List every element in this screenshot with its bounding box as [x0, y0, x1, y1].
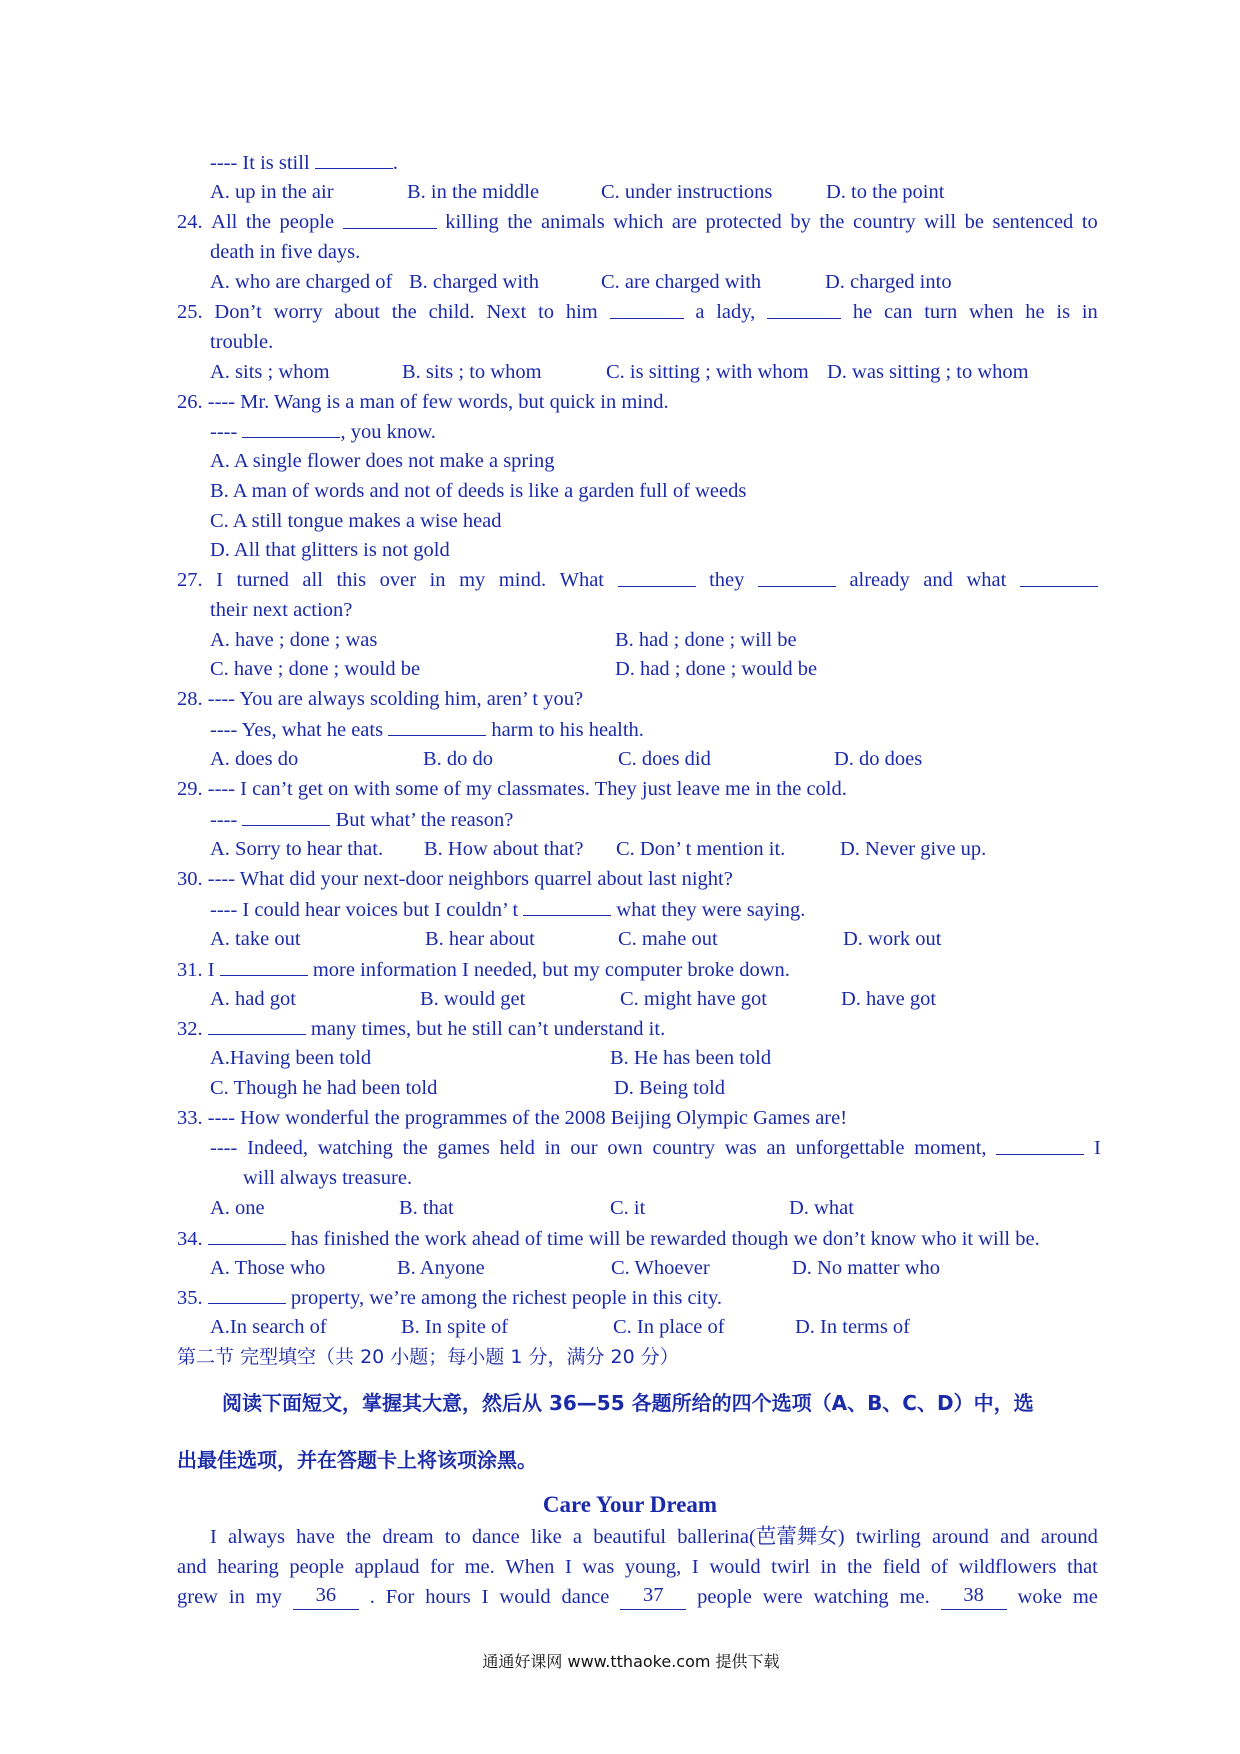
word: woke [1017, 1586, 1062, 1608]
passage-title: Care Your Dream [542, 1492, 718, 1517]
word: the [847, 1556, 873, 1578]
word: I [1094, 1137, 1101, 1159]
word: 24. [177, 211, 203, 233]
option-a: A. sits ; whom [210, 361, 330, 383]
word: over [379, 569, 417, 591]
word: dance [471, 1526, 520, 1548]
option-c: C. it [610, 1197, 646, 1219]
word: around [931, 1526, 989, 1548]
word: hearing [217, 1556, 279, 1578]
word: ballerina(芭蕾舞女) [677, 1526, 845, 1548]
word: in [1081, 301, 1098, 323]
answer-blank [610, 299, 684, 319]
word: will [924, 211, 957, 233]
word: All [211, 211, 238, 233]
answer-blank [242, 806, 330, 826]
word: were [762, 1586, 803, 1608]
q33-response-cont: will always treasure. [243, 1167, 413, 1189]
word: country [652, 1137, 716, 1159]
word: applaud [354, 1556, 420, 1578]
q25-stem-cont: trouble. [210, 331, 274, 353]
q28-response: ---- Yes, what he eats harm to his health. [210, 716, 644, 743]
word: people [279, 211, 335, 233]
option-b: B. Anyone [397, 1257, 485, 1279]
option-b: B. that [399, 1197, 454, 1219]
option-c: C. have ; done ; would be [210, 658, 421, 680]
word: twirling [855, 1526, 921, 1548]
word: would [709, 1556, 761, 1578]
word: worry [273, 301, 323, 323]
answer-blank [242, 418, 340, 438]
word: always [228, 1526, 285, 1548]
word: like [530, 1526, 562, 1548]
option-c: C. does did [618, 748, 711, 770]
q27-stem [177, 567, 1098, 593]
word: young, [624, 1556, 682, 1578]
q24-stem [177, 209, 1098, 235]
option-d: D. charged into [825, 271, 952, 293]
word: be [964, 211, 984, 233]
option-d: D. was sitting ; to whom [827, 361, 1029, 383]
word: people [697, 1586, 752, 1608]
word: in [429, 569, 446, 591]
word: watching [813, 1586, 889, 1608]
word: own [607, 1137, 643, 1159]
answer-blank [388, 716, 486, 736]
word: in [544, 1137, 561, 1159]
word: are [671, 211, 697, 233]
word: already [849, 569, 910, 591]
word: hours [425, 1586, 471, 1608]
word: my [459, 569, 486, 591]
word: I [216, 569, 223, 591]
q26-stem: 26. ---- Mr. Wang is a man of few words, but quick in mind. [177, 391, 669, 413]
answer-blank [208, 1284, 286, 1304]
word: held [499, 1137, 535, 1159]
word: in [820, 1556, 837, 1578]
option-c: C. Though he had been told [210, 1077, 438, 1099]
option-b: B. He has been told [610, 1047, 772, 1069]
word: mind. [498, 569, 547, 591]
option-b: B. do do [423, 748, 494, 770]
passage-line-3 [177, 1584, 1098, 1610]
q25-stem [177, 299, 1098, 325]
word: to [1081, 211, 1098, 233]
word: When [505, 1556, 555, 1578]
word: games [437, 1137, 490, 1159]
option-b: B. sits ; to whom [402, 361, 542, 383]
word: the [245, 211, 271, 233]
q26-response: ---- , you know. [210, 418, 436, 445]
option-c: C. In place of [613, 1316, 725, 1338]
option-b: B. In spite of [401, 1316, 509, 1338]
option-d: D. No matter who [792, 1257, 941, 1279]
word: field [882, 1556, 921, 1578]
q30-stem: 30. ---- What did your next-door neighbors quarrel about last night? [177, 868, 733, 890]
word: my [255, 1586, 282, 1608]
word: in [228, 1586, 245, 1608]
word: was [582, 1556, 615, 1578]
word: a [572, 1526, 582, 1548]
q28-stem: 28. ---- You are always scolding him, aren’ t you? [177, 688, 584, 710]
word: Indeed, [247, 1137, 308, 1159]
word: the [402, 1137, 428, 1159]
word: and [1000, 1526, 1030, 1548]
word: which [613, 211, 664, 233]
footer-credit: 通通好课网 www.tthaoke.com 提供下载 [482, 1652, 780, 1671]
word: is [1056, 301, 1071, 323]
word: 25. [177, 301, 203, 323]
q32-stem: 32. many times, but he still can’t understand it. [177, 1015, 665, 1042]
word: by [790, 211, 811, 233]
word: they [709, 569, 745, 591]
option-b: B. How about that? [424, 838, 584, 860]
option-b: B. had ; done ; will be [615, 629, 797, 651]
word: have [296, 1526, 335, 1548]
word: I [691, 1556, 699, 1578]
word: he [852, 301, 873, 323]
option-d: D. All that glitters is not gold [210, 539, 450, 561]
option-c: C. Don’ t mention it. [616, 838, 786, 860]
word: an [766, 1137, 786, 1159]
answer-blank [1020, 567, 1098, 587]
option-d: D. Being told [614, 1077, 726, 1099]
word: For [385, 1586, 415, 1608]
option-c: C. mahe out [618, 928, 718, 950]
word: killing [445, 211, 499, 233]
section-instruction: 阅读下面短文，掌握其大意，然后从 36—55 各题所给的四个选项（A、B、C、D）中，选 [222, 1391, 1034, 1415]
word: ---- [210, 1137, 238, 1159]
word: unforgettable [795, 1137, 905, 1159]
option-a: A. one [210, 1197, 265, 1219]
option-a: A.In search of [210, 1316, 327, 1338]
q29-stem: 29. ---- I can’t get on with some of my classmates. They just leave me in the cold. [177, 778, 847, 800]
word: can [884, 301, 913, 323]
option-a: A. Sorry to hear that. [210, 838, 384, 860]
option-c: C. is sitting ; with whom [606, 361, 809, 383]
word: beautiful [593, 1526, 667, 1548]
word: to [444, 1526, 461, 1548]
option-d: D. do does [834, 748, 923, 770]
word: him [565, 301, 598, 323]
option-d: D. to the point [826, 181, 945, 203]
word: I [210, 1526, 217, 1548]
word: for [430, 1556, 454, 1578]
word: 27. [177, 569, 203, 591]
word: animals [540, 211, 605, 233]
word: protected [705, 211, 782, 233]
word: and [177, 1556, 207, 1578]
option-b: B. would get [420, 988, 526, 1010]
answer-blank [758, 567, 836, 587]
answer-blank [220, 956, 308, 976]
answer-blank [996, 1135, 1084, 1155]
word: me. [899, 1586, 930, 1608]
word: watching [317, 1137, 393, 1159]
word: to [538, 301, 555, 323]
word: he [1025, 301, 1045, 323]
word: of [930, 1556, 948, 1578]
word: Next [486, 301, 527, 323]
answer-blank [767, 299, 841, 319]
cloze-blank-36: 36 [293, 1584, 359, 1610]
cloze-blank-38: 38 [941, 1584, 1007, 1610]
word: the [507, 211, 533, 233]
option-c: C. might have got [620, 988, 767, 1010]
section-instruction-cont: 出最佳选项，并在答题卡上将该项涂黑。 [177, 1448, 537, 1472]
answer-blank [618, 567, 696, 587]
option-d: D. Never give up. [840, 838, 987, 860]
option-a: A. take out [210, 928, 301, 950]
q33-stem: 33. ---- How wonderful the programmes of the 2008 Beijing Olympic Games are! [177, 1107, 848, 1129]
answer-blank [208, 1015, 306, 1035]
option-a: A. does do [210, 748, 299, 770]
option-c: C. Whoever [611, 1257, 710, 1279]
word: country [852, 211, 916, 233]
word: that [1067, 1556, 1098, 1578]
word: and [923, 569, 953, 591]
passage-line-1 [210, 1524, 1098, 1550]
q30-response: ---- I could hear voices but I couldn’ t what they were saying. [210, 896, 805, 923]
word: our [570, 1137, 598, 1159]
word: the [819, 211, 845, 233]
passage-line-2 [177, 1554, 1098, 1580]
option-a: A. had got [210, 988, 296, 1010]
option-a: A. have ; done ; was [210, 629, 378, 651]
word: dance [561, 1586, 610, 1608]
option-b: B. charged with [409, 271, 539, 293]
option-b: B. hear about [425, 928, 535, 950]
word: grew [177, 1586, 218, 1608]
q29-response: ---- But what’ the reason? [210, 806, 513, 833]
word: was [724, 1137, 757, 1159]
word: twirl [771, 1556, 810, 1578]
answer-blank [343, 209, 437, 229]
word: . [369, 1586, 375, 1608]
cloze-blank-37: 37 [620, 1584, 686, 1610]
option-d: D. work out [843, 928, 942, 950]
word: dream [382, 1526, 434, 1548]
option-a: A. A single flower does not make a spring [210, 450, 555, 472]
q23-line: ---- It is still . [210, 149, 398, 176]
word: when [969, 301, 1014, 323]
q35-stem: 35. property, we’re among the richest people in this city. [177, 1284, 722, 1311]
option-c: C. A still tongue makes a wise head [210, 510, 502, 532]
answer-blank [208, 1225, 286, 1245]
word: this [336, 569, 367, 591]
word: would [499, 1586, 551, 1608]
word: moment, [914, 1137, 987, 1159]
q24-stem-cont: death in five days. [210, 241, 361, 263]
option-d: D. what [789, 1197, 854, 1219]
word: child. [428, 301, 475, 323]
option-a: A. up in the air [210, 181, 334, 203]
option-b: B. in the middle [407, 181, 540, 203]
word: the [346, 1526, 372, 1548]
word: What [559, 569, 605, 591]
option-d: D. had ; done ; would be [615, 658, 818, 680]
option-a: A. who are charged of [210, 271, 393, 293]
word: Don’t [214, 301, 262, 323]
word: all [302, 569, 323, 591]
word: wildflowers [958, 1556, 1057, 1578]
section-heading: 第二节 完型填空（共 20 小题；每小题 1 分，满分 20 分） [177, 1346, 679, 1368]
word: sentenced [992, 211, 1074, 233]
word: the [391, 301, 417, 323]
word: I [564, 1556, 572, 1578]
option-c: C. are charged with [601, 271, 762, 293]
option-a: A.Having been told [210, 1047, 372, 1069]
word: lady, [716, 301, 756, 323]
word: me [1072, 1586, 1098, 1608]
word: turn [924, 301, 958, 323]
q34-stem: 34. has finished the work ahead of time will be rewarded though we don’t know who it will be. [177, 1225, 1040, 1252]
word: me. [464, 1556, 495, 1578]
q27-stem-cont: their next action? [210, 599, 353, 621]
option-b: B. A man of words and not of deeds is like a garden full of weeds [210, 480, 747, 502]
word: I [481, 1586, 489, 1608]
word: around [1040, 1526, 1098, 1548]
option-d: D. have got [841, 988, 937, 1010]
answer-blank [523, 896, 611, 916]
q31-stem: 31. I more information I needed, but my computer broke down. [177, 956, 790, 983]
word: people [289, 1556, 344, 1578]
option-d: D. In terms of [795, 1316, 911, 1338]
word: what [966, 569, 1007, 591]
answer-blank [315, 149, 393, 169]
word: turned [236, 569, 289, 591]
q33-response [210, 1135, 1101, 1161]
option-c: C. under instructions [601, 181, 773, 203]
word: a [695, 301, 705, 323]
option-a: A. Those who [210, 1257, 326, 1279]
word: about [334, 301, 380, 323]
